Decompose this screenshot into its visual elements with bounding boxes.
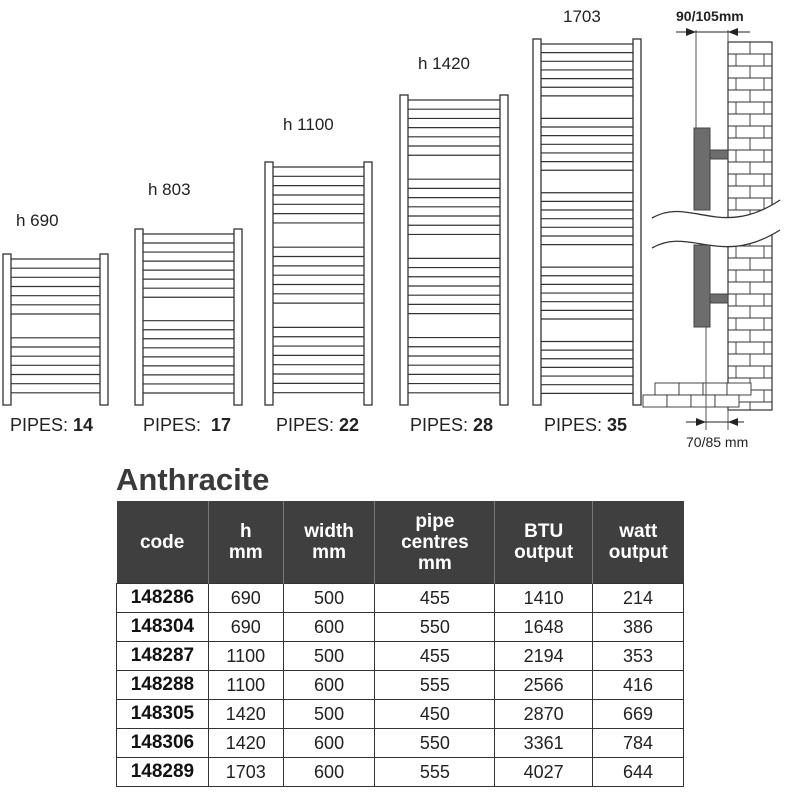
table-row	[117, 729, 684, 758]
table-cell: 353	[593, 642, 684, 671]
table-cell: 500	[283, 700, 375, 729]
table-cell: 690	[208, 613, 283, 642]
arrow-head	[696, 418, 706, 426]
table-cell: 644	[593, 758, 684, 787]
table-cell: 550	[375, 613, 495, 642]
table-row	[117, 584, 684, 613]
table-cell: 500	[283, 584, 375, 613]
floor-brick	[715, 395, 739, 407]
radiator-height-label: 1703	[563, 7, 601, 26]
product-code-cell: 148305	[117, 700, 209, 729]
wall-bracket-upper	[710, 150, 728, 159]
table-cell: 600	[283, 613, 375, 642]
floor-brick	[727, 383, 751, 395]
pipes-count: PIPES: 14	[10, 415, 94, 435]
table-body	[117, 584, 684, 787]
table-cell: 455	[375, 642, 495, 671]
pipes-count: PIPES: 22	[276, 415, 360, 435]
table-cell: 1648	[495, 613, 593, 642]
table-cell: 1100	[208, 642, 283, 671]
table-row	[117, 613, 684, 642]
radiator-rail-right	[364, 162, 372, 405]
product-code-cell: 148306	[117, 729, 209, 758]
floor-brick	[655, 383, 679, 395]
floor-brick	[643, 395, 667, 407]
radiator-rail-left	[533, 39, 541, 405]
table-cell: 784	[593, 729, 684, 758]
table-title: Anthracite	[116, 462, 270, 497]
table-row	[117, 758, 684, 787]
table-cell: 214	[593, 584, 684, 613]
wall-offset-top-label: 90/105mm	[676, 8, 744, 24]
pipes-count: PIPES: 28	[410, 415, 494, 435]
spec-table	[116, 501, 684, 787]
floor-brick	[667, 395, 691, 407]
table-cell: 1410	[495, 584, 593, 613]
radiator-side-upper	[694, 128, 710, 210]
table-cell: 3361	[495, 729, 593, 758]
table-cell: 450	[375, 700, 495, 729]
radiator-rail-left	[265, 162, 273, 405]
column-header: h mm	[208, 501, 283, 584]
table-row	[117, 642, 684, 671]
radiator-rail-right	[633, 39, 641, 405]
table-cell: 1100	[208, 671, 283, 700]
table-row	[117, 671, 684, 700]
table-cell: 4027	[495, 758, 593, 787]
radiator-rail-right	[234, 229, 242, 405]
table-cell: 2566	[495, 671, 593, 700]
table-cell: 386	[593, 613, 684, 642]
table-cell: 669	[593, 700, 684, 729]
floor-brick	[691, 395, 715, 407]
product-code-cell: 148286	[117, 584, 209, 613]
radiator-rail-left	[3, 254, 11, 405]
radiator-rail-right	[500, 95, 508, 405]
radiator-drawing	[3, 254, 108, 405]
radiator-height-label: h 1100	[283, 115, 334, 134]
floor-brick	[703, 383, 727, 395]
radiator-rail-right	[100, 254, 108, 405]
table-cell: 2194	[495, 642, 593, 671]
radiator-drawing	[400, 95, 508, 405]
radiator-side-lower	[694, 245, 710, 327]
table-row	[117, 700, 684, 729]
table-cell: 555	[375, 758, 495, 787]
table-cell: 690	[208, 584, 283, 613]
arrow-head	[686, 28, 696, 36]
arrow-head	[728, 28, 738, 36]
column-header: BTU output	[495, 501, 593, 584]
table-cell: 600	[283, 671, 375, 700]
table-cell: 600	[283, 758, 375, 787]
pipes-count: PIPES: 17	[143, 415, 232, 435]
pipes-count: PIPES: 35	[544, 415, 628, 435]
table-header-row	[117, 501, 684, 584]
table-cell: 555	[375, 671, 495, 700]
floor-brick	[679, 383, 703, 395]
radiator-height-label: h 1420	[418, 54, 470, 73]
wall-bracket-lower	[710, 294, 728, 303]
radiator-rail-left	[400, 95, 408, 405]
table-cell: 550	[375, 729, 495, 758]
radiator-height-label: h 803	[148, 180, 191, 199]
arrow-head	[728, 418, 738, 426]
radiator-drawing	[533, 39, 641, 405]
table-cell: 1420	[208, 729, 283, 758]
table-cell: 416	[593, 671, 684, 700]
radiator-rail-left	[135, 229, 143, 405]
column-header: watt output	[593, 501, 684, 584]
column-header: width mm	[283, 501, 375, 584]
product-code-cell: 148289	[117, 758, 209, 787]
table-cell: 600	[283, 729, 375, 758]
table-cell: 500	[283, 642, 375, 671]
column-header: code	[117, 501, 209, 584]
product-code-cell: 148304	[117, 613, 209, 642]
table-cell: 1420	[208, 700, 283, 729]
table-cell: 1703	[208, 758, 283, 787]
product-code-cell: 148287	[117, 642, 209, 671]
radiator-drawing	[265, 162, 372, 405]
wall-offset-bottom-label: 70/85 mm	[686, 434, 749, 450]
table-cell: 455	[375, 584, 495, 613]
radiator-drawing	[135, 229, 242, 405]
product-code-cell: 148288	[117, 671, 209, 700]
table-cell: 2870	[495, 700, 593, 729]
column-header: pipe centres mm	[375, 501, 495, 584]
radiator-height-label: h 690	[16, 211, 59, 230]
